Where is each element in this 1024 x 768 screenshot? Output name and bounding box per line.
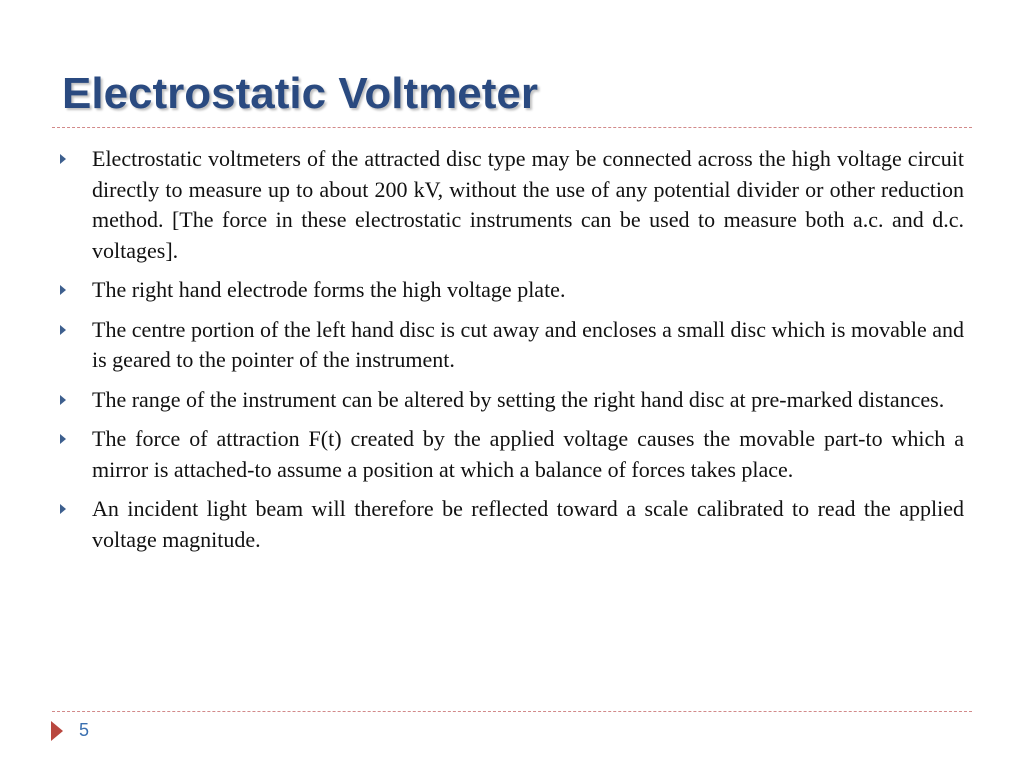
bullet-text: The centre portion of the left hand disc is cut away and encloses a small disc which is movable and is geared to the pointer of the instrument. [92,316,964,372]
title-divider [52,127,972,128]
bullet-item [56,494,964,555]
bullet-list [56,144,964,564]
bullet-item [56,385,964,416]
slide-title: Electrostatic Voltmeter [62,69,539,118]
bullet-item [56,275,964,306]
bullet-item [56,315,964,376]
bullet-arrow-icon [60,285,66,295]
bullet-item [56,144,964,266]
bullet-arrow-icon [60,325,66,335]
footer-divider [52,711,972,712]
bullet-item [56,424,964,485]
bullet-arrow-icon [60,154,66,164]
bullet-text: The force of attraction F(t) created by the applied voltage causes the movable part-to which a mirror is attached-to assume a position at which a balance of forces takes place. [92,426,964,482]
bullet-text: The right hand electrode forms the high voltage plate. [92,277,566,302]
footer-arrow-icon [51,721,63,741]
bullet-arrow-icon [60,504,66,514]
bullet-text: An incident light beam will therefore be reflected toward a scale calibrated to read the applied voltage magnitude. [92,496,964,552]
bullet-text: Electrostatic voltmeters of the attracted disc type may be connected across the high voltage circuit directly to measure up to about 200 kV, without the use of any potential divider or other reduction method. [The force in these electrostatic instruments can be used to measure both a.c. and d.c. voltages]. [92,146,964,263]
bullet-text: The range of the instrument can be altered by setting the right hand disc at pre-marked distances. [92,386,945,412]
page-number: 5 [79,720,90,740]
bullet-arrow-icon [60,395,66,405]
bullet-arrow-icon [60,434,66,444]
